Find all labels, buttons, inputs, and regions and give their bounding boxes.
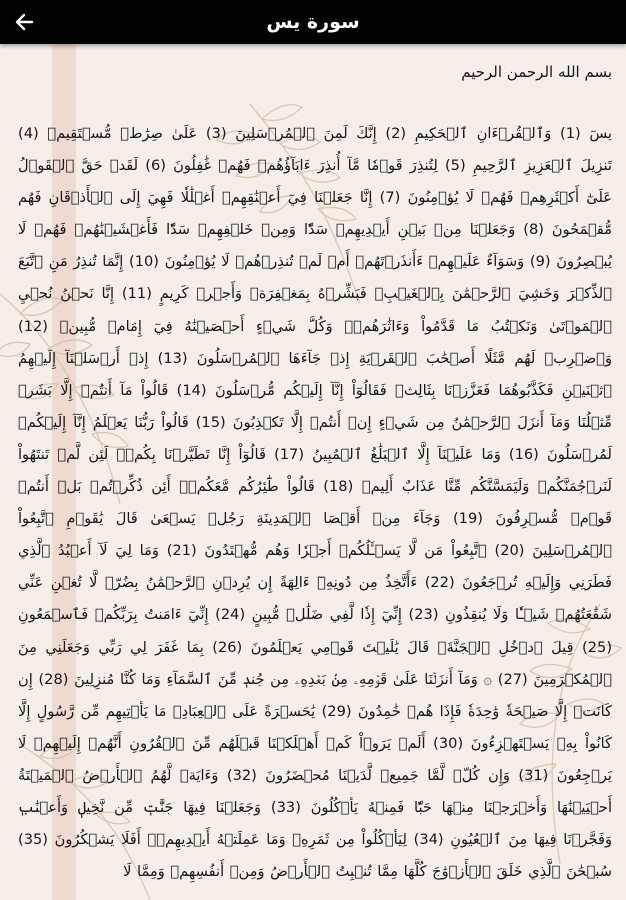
surah-content [18,56,612,888]
basmala: بسم الله الرحمن الرحيم [461,63,612,81]
app-bar [0,0,626,44]
surah-verses: يسٓ (1) وَٱلۡقُرۡءَانِ ٱلۡحَكِيمِ (2) إِنَّكَ لَمِنَ ٱلۡمُرۡسَلِينَ (3) عَلَىٰ صِرَٰطٖ مُّسۡتَقِيمٖ (4) تَنزِيلَ ٱلۡعَزِيزِ ٱلرَّحِيمِ (5) لِتُنذِرَ قَوۡمٗا مَّآ أُنذِرَ ءَابَآؤُهُمۡ فَهُمۡ غَٰفِلُونَ (6) لَقَدۡ حَقَّ ٱلۡقَوۡلُ عَلَىٰٓ أَكۡثَرِهِمۡ فَهُمۡ لَا يُؤۡمِنُونَ (7) إِنَّا جَعَلۡنَا فِيٓ أَعۡنَٰقِهِمۡ أَغۡلَٰلٗا فَهِيَ إِلَى ٱلۡأَذۡقَانِ فَهُم مُّقۡمَحُونَ (8) وَجَعَلۡنَا مِنۢ بَيۡنِ أَيۡدِيهِمۡ سَدّٗا وَمِنۡ خَلۡفِهِمۡ سَدّٗا فَأَغۡشَيۡنَٰهُمۡ فَهُمۡ لَا يُبۡصِرُونَ (9) وَسَوَآءٌ عَلَيۡهِمۡ ءَأَنذَرۡتَهُمۡ أَمۡ لَمۡ تُنذِرۡهُمۡ لَا يُؤۡمِنُونَ (10) إِنَّمَا تُنذِرُ مَنِ ٱتَّبَعَ ٱلذِّكۡرَ وَخَشِيَ ٱلرَّحۡمَٰنَ بِٱلۡغَيۡبِۖ فَبَشِّرۡهُ بِمَغۡفِرَةٖ وَأَجۡرٖ كَرِيمٍ (11) إِنَّا نَحۡنُ نُحۡيِ ٱلۡمَوۡتَىٰ وَنَكۡتُبُ مَا قَدَّمُواْ وَءَاثَٰرَهُمۡۚ وَكُلَّ شَيۡءٍ أَحۡصَيۡنَٰهُ فِيٓ إِمَامٖ مُّبِينٖ (12) وَٱضۡرِبۡ لَهُم مَّثَلًا أَصۡحَٰبَ ٱلۡقَرۡيَةِ إِذۡ جَآءَهَا ٱلۡمُرۡسَلُونَ (13) إِذۡ أَرۡسَلۡنَآ إِلَيۡهِمُ ٱثۡنَيۡنِ فَكَذَّبُوهُمَا فَعَزَّزۡنَا بِثَالِثٖ فَقَالُوٓاْ إِنَّآ إِلَيۡكُم مُّرۡسَلُونَ (14) قَالُواْ مَآ أَنتُمۡ إِلَّا بَشَرٞ مِّثۡلُنَا وَمَآ أَنزَلَ ٱلرَّحۡمَٰنُ مِن شَيۡءٍ إِنۡ أَنتُمۡ إِلَّا تَكۡذِبُونَ (15) قَالُواْ رَبُّنَا يَعۡلَمُ إِنَّآ إِلَيۡكُمۡ لَمُرۡسَلُونَ (16) وَمَا عَلَيۡنَآ إِلَّا ٱلۡبَلَٰغُ ٱلۡمُبِينُ (17) قَالُوٓاْ إِنَّا تَطَيَّرۡنَا بِكُمۡۖ لَئِن لَّمۡ تَنتَهُواْ لَنَرۡجُمَنَّكُمۡ وَلَيَمَسَّنَّكُم مِّنَّا عَذَابٌ أَلِيمٞ (18) قَالُواْ طَٰٓئِرُكُم مَّعَكُمۡۚ أَئِن ذُكِّرۡتُمۚ بَلۡ أَنتُمۡ قَوۡمٞ مُّسۡرِفُونَ (19) وَجَآءَ مِنۡ أَقۡصَا ٱلۡمَدِينَةِ رَجُلٞ يَسۡعَىٰ قَالَ يَٰقَوۡمِ ٱتَّبِعُواْ ٱلۡمُرۡسَلِينَ (20) ٱتَّبِعُواْ مَن لَّا يَسۡـَٔلُكُمۡ أَجۡرٗا وَهُم مُّهۡتَدُونَ (21) وَمَا لِيَ لَآ أَعۡبُدُ ٱلَّذِي فَطَرَنِي وَإِلَيۡهِ تُرۡجَعُونَ (22) ءَأَتَّخِذُ مِن دُونِهِۦٓ ءَالِهَةً إِن يُرِدۡنِ ٱلرَّحۡمَٰنُ بِضُرّٖ لَّا تُغۡنِ عَنِّي شَفَٰعَتُهُمۡ شَيۡـٔٗا وَلَا يُنقِذُونِ (23) إِنِّيٓ إِذٗا لَّفِي ضَلَٰلٖ مُّبِينٍ (24) إِنِّيٓ ءَامَنتُ بِرَبِّكُمۡ فَٱسۡمَعُونِ (25) قِيلَ ٱدۡخُلِ ٱلۡجَنَّةَۖ قَالَ يَٰلَيۡتَ قَوۡمِي يَعۡلَمُونَ (26) بِمَا غَفَرَ لِي رَبِّي وَجَعَلَنِي مِنَ ٱلۡمُكۡرَمِينَ (27) ۞ وَمَآ أَنزَلۡنَا عَلَىٰ قَوۡمِهِۦ مِنۢ بَعۡدِهِۦ مِن جُندٖ مِّنَ ٱلسَّمَآءِ وَمَا كُنَّا مُنزِلِينَ (28) إِن كَانَتۡ إِلَّا صَيۡحَةٗ وَٰحِدَةٗ فَإِذَا هُمۡ خَٰمِدُونَ (29) يَٰحَسۡرَةً عَلَى ٱلۡعِبَادِۚ مَا يَأۡتِيهِم مِّن رَّسُولٍ إِلَّا كَانُواْ بِهِۦ يَسۡتَهۡزِءُونَ (30) أَلَمۡ يَرَوۡاْ كَمۡ أَهۡلَكۡنَا قَبۡلَهُم مِّنَ ٱلۡقُرُونِ أَنَّهُمۡ إِلَيۡهِمۡ لَا يَرۡجِعُونَ (31) وَإِن كُلّٞ لَّمَّا جَمِيعٞ لَّدَيۡنَا مُحۡضَرُونَ (32) وَءَايَةٞ لَّهُمُ ٱلۡأَرۡضُ ٱلۡمَيۡتَةُ أَحۡيَيۡنَٰهَا وَأَخۡرَجۡنَا مِنۡهَا حَبّٗا فَمِنۡهُ يَأۡكُلُونَ (33) وَجَعَلۡنَا فِيهَا جَنَّٰتٖ مِّن نَّخِيلٖ وَأَعۡنَٰبٖ وَفَجَّرۡنَا فِيهَا مِنَ ٱلۡعُيُونِ (34) لِيَأۡكُلُواْ مِن ثَمَرِهِۦ وَمَا عَمِلَتۡهُ أَيۡدِيهِمۡۚ أَفَلَا يَشۡكُرُونَ (35) سُبۡحَٰنَ ٱلَّذِي خَلَقَ ٱلۡأَزۡوَٰجَ كُلَّهَا مِمَّا تُنۢبِتُ ٱلۡأَرۡضُ وَمِنۡ أَنفُسِهِمۡ وَمِمَّا لَا [18,125,613,881]
page-title: سورة يس [266,11,360,33]
